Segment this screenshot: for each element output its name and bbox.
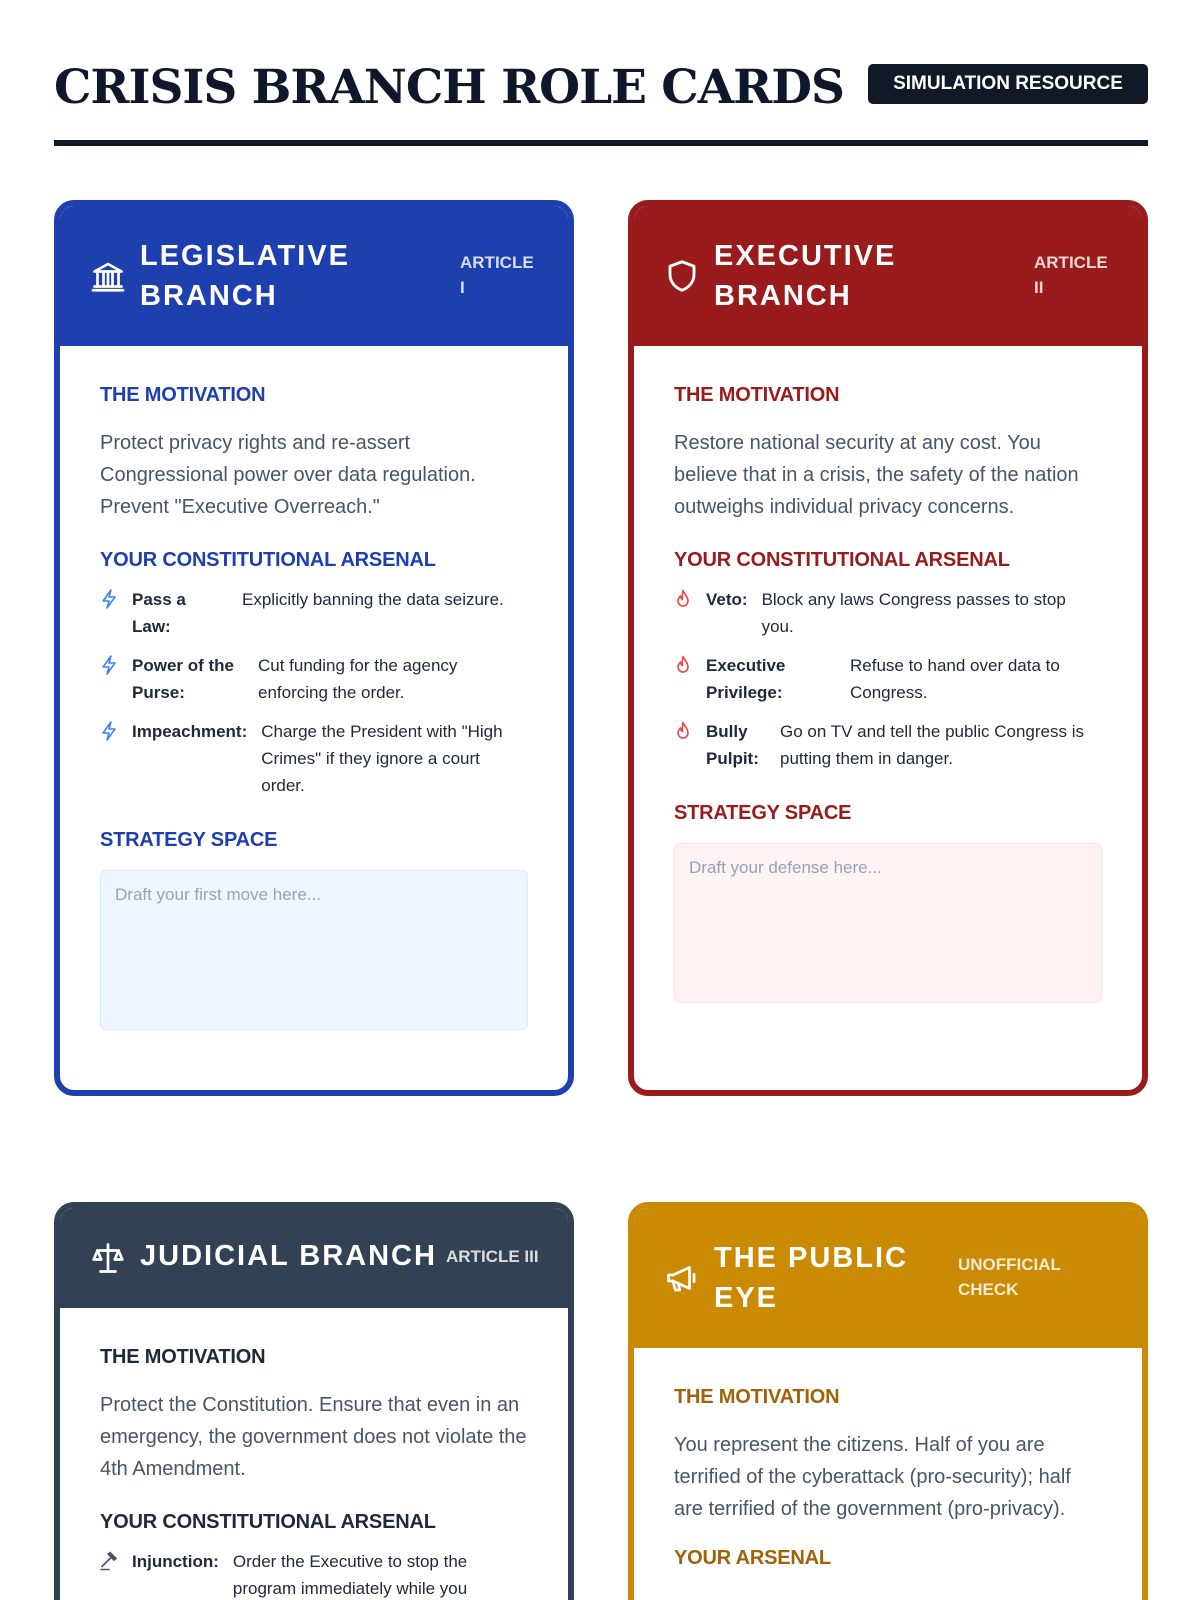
page-header <box>54 52 1148 146</box>
flame-icon <box>674 655 692 675</box>
executive-strategy-input[interactable] <box>674 843 1102 1003</box>
flame-icon <box>674 721 692 741</box>
motivation-heading: THE MOTIVATION <box>100 1346 266 1368</box>
judicial-card-header <box>60 1208 568 1308</box>
public-eye-card-body <box>634 1386 1142 1570</box>
megaphone-icon <box>664 1260 700 1296</box>
executive-card-header <box>634 206 1142 346</box>
arsenal-heading: YOUR CONSTITUTIONAL ARSENAL <box>674 549 1010 571</box>
motivation-text: You represent the citizens. Half of you are terrified of the cyberattack (pro-security); half are terrified of the government (pro-privacy). <box>674 1434 1071 1520</box>
arsenal-item-desc: Go on TV and tell the public Congress is putting them in danger. <box>780 722 1084 768</box>
list-item <box>100 586 528 640</box>
executive-card-body <box>634 384 1142 1003</box>
motivation-text: Protect privacy rights and re-assert Congressional power over data regulation. Prevent "Executive Overreach." <box>100 432 476 518</box>
judicial-article-tag: ARTICLE III <box>446 1247 539 1266</box>
arsenal-item-desc: Charge the President with "High Crimes" if they ignore a court order. <box>261 722 503 795</box>
arsenal-heading: YOUR CONSTITUTIONAL ARSENAL <box>100 549 436 571</box>
public-eye-card-header <box>634 1208 1142 1348</box>
motivation-heading: THE MOTIVATION <box>100 384 266 406</box>
strategy-heading: STRATEGY SPACE <box>100 829 278 851</box>
list-item <box>674 718 1102 772</box>
arsenal-heading: YOUR CONSTITUTIONAL ARSENAL <box>100 1511 436 1533</box>
list-item <box>100 1548 528 1600</box>
legislative-card-title: LEGISLATIVE BRANCH <box>140 240 350 312</box>
public-eye-card-title: THE PUBLIC EYE <box>714 1242 908 1314</box>
motivation-heading: THE MOTIVATION <box>674 1386 840 1408</box>
list-item <box>100 718 528 799</box>
flame-icon <box>674 589 692 609</box>
executive-card-title: EXECUTIVE BRANCH <box>714 240 897 312</box>
arsenal-item-name: Impeachment: <box>132 722 248 741</box>
arsenal-item-desc: Explicitly banning the data seizure. <box>242 590 504 609</box>
motivation-heading: THE MOTIVATION <box>674 384 840 406</box>
shield-icon <box>664 258 700 294</box>
lightning-bolt-icon <box>100 721 118 741</box>
arsenal-list <box>100 586 528 799</box>
executive-article-tag: ARTICLE II <box>1034 253 1108 297</box>
list-item <box>674 652 1102 706</box>
public-eye-card <box>628 1202 1148 1600</box>
arsenal-list <box>100 1548 528 1600</box>
arsenal-item-name: Bully Pulpit: <box>706 722 759 768</box>
arsenal-list <box>674 586 1102 772</box>
list-item <box>100 652 528 706</box>
capitol-building-icon <box>90 258 126 294</box>
motivation-text: Protect the Constitution. Ensure that even in an emergency, the government does not violate the 4th Amendment. <box>100 1394 527 1480</box>
page-title: CRISIS BRANCH ROLE CARDS <box>54 60 844 115</box>
lightning-bolt-icon <box>100 655 118 675</box>
arsenal-item-name: Injunction: <box>132 1552 219 1571</box>
list-item <box>674 586 1102 640</box>
arsenal-item-name: Veto: <box>706 590 748 609</box>
arsenal-item-desc: Order the Executive to stop the program immediately while you <box>232 1552 468 1598</box>
arsenal-item-name: Pass a Law: <box>132 590 186 636</box>
arsenal-item-desc: Block any laws Congress passes to stop you. <box>761 590 1066 636</box>
arsenal-item-desc: Cut funding for the agency enforcing the order. <box>258 656 458 702</box>
lightning-bolt-icon <box>100 589 118 609</box>
arsenal-heading: YOUR ARSENAL <box>674 1547 831 1569</box>
legislative-strategy-input[interactable] <box>100 870 528 1030</box>
motivation-text: Restore national security at any cost. You believe that in a crisis, the safety of the nation outweighs individual privacy concerns. <box>674 432 1079 518</box>
arsenal-item-desc: Refuse to hand over data to Congress. <box>850 656 1060 702</box>
legislative-card <box>54 200 574 1096</box>
judicial-card-body <box>60 1346 568 1600</box>
legislative-card-header <box>60 206 568 346</box>
arsenal-item-name: Power of the Purse: <box>132 656 235 702</box>
legislative-card-body <box>60 384 568 1030</box>
simulation-resource-badge: SIMULATION RESOURCE <box>868 64 1148 104</box>
strategy-heading: STRATEGY SPACE <box>674 802 852 824</box>
public-eye-tag: UNOFFICIAL CHECK <box>958 1255 1061 1299</box>
arsenal-item-name: Executive Privilege: <box>706 656 786 702</box>
gavel-icon <box>100 1551 118 1571</box>
judicial-card-title: JUDICIAL BRANCH <box>140 1240 437 1272</box>
judicial-card <box>54 1202 574 1600</box>
scales-icon <box>90 1240 126 1276</box>
executive-card <box>628 200 1148 1096</box>
legislative-article-tag: ARTICLE I <box>460 253 534 297</box>
